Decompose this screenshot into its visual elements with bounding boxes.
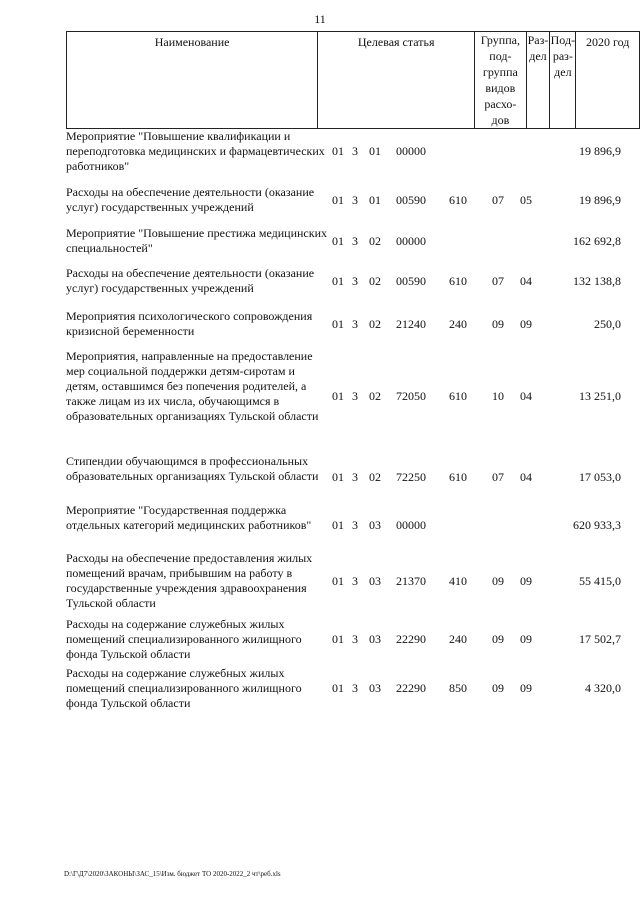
row-group: 850 xyxy=(449,681,467,695)
row-name: Расходы на обеспечение деятельности (оказание услуг) государственных учреждений xyxy=(66,185,315,214)
table-row xyxy=(66,129,621,174)
row-subprogram: 3 xyxy=(352,274,358,288)
row-event: 03 xyxy=(369,574,381,588)
row-subprogram: 3 xyxy=(352,317,358,331)
row-subsection: 09 xyxy=(520,574,532,588)
row-name: Расходы на содержание служебных жилых помещений специализированного жилищного фонда Тульской области xyxy=(66,617,302,661)
row-amount: 19 896,9 xyxy=(579,193,621,207)
row-subsection: 09 xyxy=(520,317,532,331)
row-program: 01 xyxy=(332,193,344,207)
row-subprogram: 3 xyxy=(352,518,358,532)
row-program: 01 xyxy=(332,389,344,403)
row-event: 02 xyxy=(369,274,381,288)
row-subprogram: 3 xyxy=(352,574,358,588)
row-direction: 22290 xyxy=(396,681,426,695)
row-name: Мероприятие "Повышение престижа медицинских специальностей" xyxy=(66,226,328,255)
row-amount: 132 138,8 xyxy=(573,274,621,288)
row-program: 01 xyxy=(332,144,344,158)
row-group: 240 xyxy=(449,317,467,331)
row-subsection: 09 xyxy=(520,632,532,646)
row-direction: 21240 xyxy=(396,317,426,331)
row-group: 240 xyxy=(449,632,467,646)
row-subsection: 05 xyxy=(520,193,532,207)
row-subprogram: 3 xyxy=(352,234,358,248)
header-group-line: дов xyxy=(491,113,510,127)
row-section: 07 xyxy=(492,193,504,207)
row-name: Мероприятия психологического сопровождения кризисной беременности xyxy=(66,309,313,338)
header-group-line: под- xyxy=(489,49,512,63)
row-amount: 17 053,0 xyxy=(579,470,621,484)
row-direction: 00000 xyxy=(396,518,426,532)
table-row xyxy=(66,666,621,711)
row-program: 01 xyxy=(332,632,344,646)
header-section-line: дел xyxy=(529,49,547,63)
row-amount: 4 320,0 xyxy=(585,681,621,695)
row-direction: 00000 xyxy=(396,144,426,158)
row-subprogram: 3 xyxy=(352,144,358,158)
header-section-line: Раз- xyxy=(527,33,549,47)
table-row xyxy=(66,454,621,499)
row-section: 09 xyxy=(492,681,504,695)
row-name: Стипендии обучающимся в профессиональных образовательных организациях Тульской области xyxy=(66,454,319,483)
row-event: 02 xyxy=(369,234,381,248)
table-row xyxy=(66,503,621,548)
header-group-line: группа xyxy=(482,65,518,79)
row-amount: 250,0 xyxy=(594,317,621,331)
row-name: Расходы на обеспечение деятельности (оказание услуг) государственных учреждений xyxy=(66,266,315,295)
row-subsection: 09 xyxy=(520,681,532,695)
header-target-article: Целевая статья xyxy=(318,32,475,129)
row-direction: 00000 xyxy=(396,234,426,248)
row-direction: 00590 xyxy=(396,274,426,288)
row-name: Расходы на содержание служебных жилых помещений специализированного жилищного фонда Тульской области xyxy=(66,666,302,710)
row-subsection: 04 xyxy=(520,470,532,484)
row-direction: 72050 xyxy=(396,389,426,403)
row-group: 610 xyxy=(449,470,467,484)
row-event: 03 xyxy=(369,681,381,695)
table-row xyxy=(66,226,621,256)
footer-file-path: D:\Г\Д7\2020\ЗАКОНЫ\ЗАС_15\Изм. бюджет ТО 2020-2022_2 чт\реб.xls xyxy=(64,870,281,878)
row-subprogram: 3 xyxy=(352,193,358,207)
row-group: 610 xyxy=(449,389,467,403)
row-program: 01 xyxy=(332,574,344,588)
row-program: 01 xyxy=(332,234,344,248)
row-event: 03 xyxy=(369,632,381,646)
row-event: 01 xyxy=(369,144,381,158)
row-amount: 55 415,0 xyxy=(579,574,621,588)
row-section: 07 xyxy=(492,274,504,288)
row-program: 01 xyxy=(332,681,344,695)
row-name: Расходы на обеспечение предоставления жилых помещений врачам, прибывшим на работу в государственные учреждения здравоохранения Тульской области xyxy=(66,551,313,610)
table-row xyxy=(66,309,621,339)
row-group: 610 xyxy=(449,193,467,207)
row-section: 09 xyxy=(492,632,504,646)
row-section: 07 xyxy=(492,470,504,484)
header-year: 2020 год xyxy=(576,32,640,129)
table-row xyxy=(66,266,621,296)
row-amount: 620 933,3 xyxy=(573,518,621,532)
row-section: 09 xyxy=(492,317,504,331)
row-section: 09 xyxy=(492,574,504,588)
row-program: 01 xyxy=(332,317,344,331)
row-direction: 22290 xyxy=(396,632,426,646)
row-group: 610 xyxy=(449,274,467,288)
row-subsection: 04 xyxy=(520,389,532,403)
row-group: 410 xyxy=(449,574,467,588)
row-name: Мероприятия, направленные на предоставление мер социальной поддержки детям-сиротам и детям, оставшимся без попечения родителей, а также лицам из их числа, обучающимся в образовательных организациях Тульской области xyxy=(66,349,319,423)
row-program: 01 xyxy=(332,518,344,532)
row-event: 01 xyxy=(369,193,381,207)
header-group-line: расхо- xyxy=(484,97,517,111)
row-amount: 13 251,0 xyxy=(579,389,621,403)
row-subprogram: 3 xyxy=(352,389,358,403)
row-event: 03 xyxy=(369,518,381,532)
row-event: 02 xyxy=(369,389,381,403)
header-subsection-line: Под- xyxy=(550,33,576,47)
header-name: Наименование xyxy=(67,32,318,129)
row-program: 01 xyxy=(332,274,344,288)
row-direction: 00590 xyxy=(396,193,426,207)
row-program: 01 xyxy=(332,470,344,484)
row-subprogram: 3 xyxy=(352,632,358,646)
row-event: 02 xyxy=(369,317,381,331)
row-section: 10 xyxy=(492,389,504,403)
row-subsection: 04 xyxy=(520,274,532,288)
row-amount: 17 502,7 xyxy=(579,632,621,646)
table-row xyxy=(66,185,621,215)
row-name: Мероприятие "Повышение квалификации и переподготовка медицинских и фармацевтических работников" xyxy=(66,129,325,173)
row-direction: 72250 xyxy=(396,470,426,484)
table-row xyxy=(66,349,621,441)
row-subprogram: 3 xyxy=(352,470,358,484)
row-event: 02 xyxy=(369,470,381,484)
header-group-line: видов xyxy=(485,81,516,95)
row-name: Мероприятие "Государственная поддержка отдельных категорий медицинских работников" xyxy=(66,503,312,532)
row-amount: 162 692,8 xyxy=(573,234,621,248)
table-row xyxy=(66,617,621,662)
header-subsection-line: раз- xyxy=(552,49,573,63)
page-number: 11 xyxy=(314,12,326,26)
header-group-line: Группа, xyxy=(480,33,520,47)
row-subprogram: 3 xyxy=(352,681,358,695)
row-direction: 21370 xyxy=(396,574,426,588)
row-amount: 19 896,9 xyxy=(579,144,621,158)
header-subsection-line: дел xyxy=(554,65,572,79)
table-row xyxy=(66,551,621,611)
